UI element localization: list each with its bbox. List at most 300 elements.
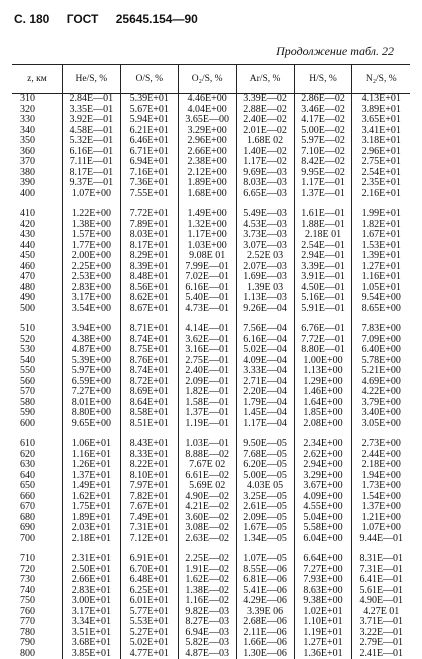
value-cell: 1.46E+00 bbox=[294, 387, 352, 398]
altitude-cell: 640 bbox=[12, 471, 62, 482]
value-cell: 1.17E+00 bbox=[178, 230, 236, 241]
value-cell: 5.91E—01 bbox=[294, 304, 352, 315]
value-cell: 5.41E—06 bbox=[236, 586, 294, 597]
value-cell: 3.22E—01 bbox=[352, 628, 410, 639]
altitude-cell: 540 bbox=[12, 356, 62, 367]
standard-number: 25645.154—90 bbox=[116, 12, 198, 26]
value-cell: 2.75E—01 bbox=[178, 356, 236, 367]
value-cell: 7.99E—01 bbox=[178, 262, 236, 273]
value-cell: 1.37E—01 bbox=[294, 189, 352, 200]
value-cell: 3.08E—02 bbox=[178, 523, 236, 534]
altitude-cell: 520 bbox=[12, 335, 62, 346]
altitude-cell: 390 bbox=[12, 178, 62, 189]
value-cell: 2.40E—02 bbox=[236, 115, 294, 126]
altitude-cell: 400 bbox=[12, 189, 62, 200]
value-cell: 1.39E+01 bbox=[352, 251, 410, 262]
table-row bbox=[12, 439, 410, 450]
value-cell: 8.88E—02 bbox=[178, 450, 236, 461]
value-cell: 1.03E+00 bbox=[178, 241, 236, 252]
value-cell: 8.80E+00 bbox=[62, 408, 120, 419]
value-cell: 3.60E—02 bbox=[178, 513, 236, 524]
table-row bbox=[12, 178, 410, 189]
value-cell: 3.85E+01 bbox=[62, 649, 120, 659]
altitude-cell: 410 bbox=[12, 209, 62, 220]
value-cell: 5.02E+01 bbox=[120, 638, 178, 649]
value-cell: 1.67E—05 bbox=[236, 523, 294, 534]
value-cell: 2.20E—04 bbox=[236, 387, 294, 398]
column-header: He/S, % bbox=[62, 65, 120, 94]
table-row bbox=[12, 115, 410, 126]
value-cell: 2.96E+00 bbox=[178, 136, 236, 147]
value-cell: 6.70E+01 bbox=[120, 565, 178, 576]
altitude-cell: 710 bbox=[12, 554, 62, 565]
value-cell: 7.72E+01 bbox=[120, 209, 178, 220]
value-cell: 2.16E+01 bbox=[352, 189, 410, 200]
altitude-cell: 790 bbox=[12, 638, 62, 649]
value-cell: 8.17E+01 bbox=[120, 241, 178, 252]
value-cell: 6.01E+01 bbox=[120, 596, 178, 607]
value-cell: 8.22E+01 bbox=[120, 460, 178, 471]
value-cell: 1.69E—03 bbox=[236, 272, 294, 283]
value-cell: 3.68E+01 bbox=[62, 638, 120, 649]
value-cell: 3.92E—01 bbox=[62, 115, 120, 126]
value-cell: 1.17E—04 bbox=[236, 419, 294, 430]
value-cell: 5.39E+01 bbox=[120, 94, 178, 105]
value-cell: 3.39E—02 bbox=[236, 94, 294, 105]
value-cell: 8.63E+00 bbox=[294, 586, 352, 597]
value-cell: 5.67E+01 bbox=[120, 105, 178, 116]
page-header bbox=[14, 12, 408, 28]
value-cell: 1.49E+00 bbox=[178, 209, 236, 220]
value-cell: 4.69E+00 bbox=[352, 377, 410, 388]
value-cell: 3.89E+01 bbox=[352, 105, 410, 116]
table-row bbox=[12, 366, 410, 377]
value-cell: 2.79E—01 bbox=[352, 638, 410, 649]
value-cell: 5.02E—04 bbox=[236, 345, 294, 356]
altitude-cell: 550 bbox=[12, 366, 62, 377]
value-cell: 5.00E—05 bbox=[236, 471, 294, 482]
value-cell: 2.88E—02 bbox=[236, 105, 294, 116]
value-cell: 8.39E+01 bbox=[120, 262, 178, 273]
altitude-cell: 590 bbox=[12, 408, 62, 419]
value-cell: 2.68E—06 bbox=[236, 617, 294, 628]
value-cell: 3.91E—01 bbox=[294, 272, 352, 283]
table-row bbox=[12, 230, 410, 241]
table-row bbox=[12, 304, 410, 315]
value-cell: 6.25E+01 bbox=[120, 586, 178, 597]
value-cell: 1.62E—02 bbox=[178, 575, 236, 586]
value-cell: 1.00E+00 bbox=[294, 356, 352, 367]
value-cell: 3.25E—05 bbox=[236, 492, 294, 503]
value-cell: 6.76E—01 bbox=[294, 324, 352, 335]
value-cell: 5.39E+00 bbox=[62, 356, 120, 367]
value-cell: 7.27E+00 bbox=[62, 387, 120, 398]
value-cell: 1.16E+01 bbox=[62, 450, 120, 461]
altitude-cell: 430 bbox=[12, 230, 62, 241]
value-cell: 2.52E 03 bbox=[236, 251, 294, 262]
value-cell: 2.66E+00 bbox=[178, 147, 236, 158]
value-cell: 4.38E+00 bbox=[62, 335, 120, 346]
value-cell: 1.10E+01 bbox=[294, 617, 352, 628]
value-cell: 5.61E—01 bbox=[352, 586, 410, 597]
altitude-cell: 480 bbox=[12, 283, 62, 294]
value-cell: 7.10E—02 bbox=[294, 147, 352, 158]
table-row bbox=[12, 136, 410, 147]
altitude-cell: 340 bbox=[12, 126, 62, 137]
altitude-cell: 420 bbox=[12, 220, 62, 231]
value-cell: 3.51E+01 bbox=[62, 628, 120, 639]
table-row bbox=[12, 408, 410, 419]
value-cell: 3.71E—01 bbox=[352, 617, 410, 628]
value-cell: 3.79E+00 bbox=[352, 398, 410, 409]
value-cell: 1.79E—04 bbox=[236, 398, 294, 409]
value-cell: 2.71E—04 bbox=[236, 377, 294, 388]
value-cell: 3.33E—04 bbox=[236, 366, 294, 377]
value-cell: 6.64E+00 bbox=[294, 554, 352, 565]
value-cell: 3.29E+00 bbox=[178, 126, 236, 137]
value-cell: 2.18E 01 bbox=[294, 230, 352, 241]
table-continuation-caption: Продолжение табл. 22 bbox=[276, 44, 394, 59]
value-cell: 8.69E+01 bbox=[120, 387, 178, 398]
value-cell: 1.22E+00 bbox=[62, 209, 120, 220]
value-cell: 3.41E+01 bbox=[352, 126, 410, 137]
value-cell: 6.65E—03 bbox=[236, 189, 294, 200]
altitude-cell: 320 bbox=[12, 105, 62, 116]
value-cell: 6.16E—01 bbox=[62, 147, 120, 158]
value-cell: 9.54E+00 bbox=[352, 293, 410, 304]
value-cell: 6.61E—02 bbox=[178, 471, 236, 482]
value-cell: 7.02E—01 bbox=[178, 272, 236, 283]
table-row bbox=[12, 596, 410, 607]
value-cell: 2.96E+01 bbox=[352, 147, 410, 158]
value-cell: 7.31E—01 bbox=[352, 565, 410, 576]
value-cell: 1.37E+00 bbox=[352, 502, 410, 513]
value-cell: 2.54E—01 bbox=[294, 241, 352, 252]
table-row bbox=[12, 94, 410, 105]
value-cell: 7.36E+01 bbox=[120, 178, 178, 189]
value-cell: 1.02E+01 bbox=[294, 607, 352, 618]
value-cell: 6.48E+01 bbox=[120, 575, 178, 586]
altitude-cell: 800 bbox=[12, 649, 62, 659]
value-cell: 7.72E—01 bbox=[294, 335, 352, 346]
value-cell: 1.13E+00 bbox=[294, 366, 352, 377]
table-row bbox=[12, 502, 410, 513]
table-row bbox=[12, 157, 410, 168]
value-cell: 2.66E+01 bbox=[62, 575, 120, 586]
value-cell: 1.85E+00 bbox=[294, 408, 352, 419]
altitude-cell: 580 bbox=[12, 398, 62, 409]
value-cell: 4.14E—01 bbox=[178, 324, 236, 335]
value-cell: 1.38E—02 bbox=[178, 586, 236, 597]
value-cell: 3.62E—01 bbox=[178, 335, 236, 346]
column-header: H/S, % bbox=[294, 65, 352, 94]
value-cell: 1.21E+00 bbox=[352, 513, 410, 524]
value-cell: 4.87E—03 bbox=[178, 649, 236, 659]
column-header: O₂/S, % bbox=[178, 65, 236, 94]
value-cell: 3.67E+00 bbox=[294, 481, 352, 492]
value-cell: 2.86E—02 bbox=[294, 94, 352, 105]
table-row bbox=[12, 481, 410, 492]
value-cell: 8.51E+01 bbox=[120, 419, 178, 430]
value-cell: 5.69E 02 bbox=[178, 481, 236, 492]
value-cell: 4.22E+00 bbox=[352, 387, 410, 398]
value-cell: 6.59E+00 bbox=[62, 377, 120, 388]
value-cell: 8.17E—01 bbox=[62, 168, 120, 179]
value-cell: 4.77E+01 bbox=[120, 649, 178, 659]
value-cell: 9.69E—03 bbox=[236, 168, 294, 179]
value-cell: 5.04E+00 bbox=[294, 513, 352, 524]
value-cell: 5.94E+01 bbox=[120, 115, 178, 126]
value-cell: 1.38E+00 bbox=[62, 220, 120, 231]
value-cell: 8.64E+01 bbox=[120, 398, 178, 409]
altitude-cell: 350 bbox=[12, 136, 62, 147]
table-row bbox=[12, 189, 410, 200]
value-cell: 1.68E+00 bbox=[178, 189, 236, 200]
value-cell: 3.39E 06 bbox=[236, 607, 294, 618]
altitude-cell: 310 bbox=[12, 94, 62, 105]
value-cell: 3.16E—01 bbox=[178, 345, 236, 356]
value-cell: 5.77E+01 bbox=[120, 607, 178, 618]
altitude-cell: 600 bbox=[12, 419, 62, 430]
value-cell: 8.62E+01 bbox=[120, 293, 178, 304]
value-cell: 6.94E+01 bbox=[120, 157, 178, 168]
value-cell: 4.17E—02 bbox=[294, 115, 352, 126]
altitude-cell: 510 bbox=[12, 324, 62, 335]
altitude-cell: 700 bbox=[12, 534, 62, 545]
value-cell: 7.12E+01 bbox=[120, 534, 178, 545]
value-cell: 1.07E+00 bbox=[352, 523, 410, 534]
value-cell: 4.73E—01 bbox=[178, 304, 236, 315]
value-cell: 3.18E+01 bbox=[352, 136, 410, 147]
value-cell: 8.03E—03 bbox=[236, 178, 294, 189]
altitude-cell: 330 bbox=[12, 115, 62, 126]
value-cell: 2.84E—01 bbox=[62, 94, 120, 105]
value-cell: 1.40E—02 bbox=[236, 147, 294, 158]
value-cell: 2.61E—05 bbox=[236, 502, 294, 513]
altitude-cell: 560 bbox=[12, 377, 62, 388]
value-cell: 1.82E+01 bbox=[352, 220, 410, 231]
value-cell: 7.67E+01 bbox=[120, 502, 178, 513]
table-row bbox=[12, 324, 410, 335]
table-row bbox=[12, 345, 410, 356]
value-cell: 1.16E+01 bbox=[352, 272, 410, 283]
table-row bbox=[12, 419, 410, 430]
page-number: С. 180 bbox=[14, 12, 49, 26]
value-cell: 1.05E+01 bbox=[352, 283, 410, 294]
value-cell: 2.03E+01 bbox=[62, 523, 120, 534]
value-cell: 1.89E+01 bbox=[62, 513, 120, 524]
value-cell: 8.29E+01 bbox=[120, 251, 178, 262]
standard-label: ГОСТ bbox=[67, 12, 99, 26]
altitude-cell: 450 bbox=[12, 251, 62, 262]
value-cell: 6.71E+01 bbox=[120, 147, 178, 158]
table-row bbox=[12, 251, 410, 262]
value-cell: 4.90E—02 bbox=[178, 492, 236, 503]
column-header: Ar/S, % bbox=[236, 65, 294, 94]
value-cell: 4.58E—01 bbox=[62, 126, 120, 137]
value-cell: 2.18E+00 bbox=[352, 460, 410, 471]
value-cell: 2.83E+00 bbox=[62, 283, 120, 294]
value-cell: 8.31E—01 bbox=[352, 554, 410, 565]
value-cell: 8.80E—01 bbox=[294, 345, 352, 356]
value-cell: 6.94E—03 bbox=[178, 628, 236, 639]
value-cell: 2.62E+00 bbox=[294, 450, 352, 461]
table-row bbox=[12, 523, 410, 534]
value-cell: 4.13E+01 bbox=[352, 94, 410, 105]
value-cell: 2.09E—05 bbox=[236, 513, 294, 524]
value-cell: 6.40E+00 bbox=[352, 345, 410, 356]
altitude-cell: 740 bbox=[12, 586, 62, 597]
value-cell: 5.82E—03 bbox=[178, 638, 236, 649]
value-cell: 8.58E+01 bbox=[120, 408, 178, 419]
value-cell: 9.65E+00 bbox=[62, 419, 120, 430]
value-cell: 8.27E—03 bbox=[178, 617, 236, 628]
value-cell: 2.40E—01 bbox=[178, 366, 236, 377]
value-cell: 4.09E—04 bbox=[236, 356, 294, 367]
value-cell: 6.46E+01 bbox=[120, 136, 178, 147]
value-cell: 1.13E—03 bbox=[236, 293, 294, 304]
value-cell: 8.03E+01 bbox=[120, 230, 178, 241]
value-cell: 8.48E+01 bbox=[120, 272, 178, 283]
value-cell: 8.74E+01 bbox=[120, 366, 178, 377]
table-row bbox=[12, 387, 410, 398]
value-cell: 4.50E—01 bbox=[294, 283, 352, 294]
value-cell: 1.39E 03 bbox=[236, 283, 294, 294]
table-row bbox=[12, 209, 410, 220]
value-cell: 7.68E—05 bbox=[236, 450, 294, 461]
altitude-cell: 370 bbox=[12, 157, 62, 168]
value-cell: 2.35E+01 bbox=[352, 178, 410, 189]
value-cell: 5.53E+01 bbox=[120, 617, 178, 628]
value-cell: 1.73E+00 bbox=[352, 481, 410, 492]
value-cell: 3.05E+00 bbox=[352, 419, 410, 430]
table-row bbox=[12, 575, 410, 586]
value-cell: 2.94E+00 bbox=[294, 460, 352, 471]
value-cell: 2.75E+01 bbox=[352, 157, 410, 168]
column-header: z, км bbox=[12, 65, 62, 94]
value-cell: 4.55E+00 bbox=[294, 502, 352, 513]
value-cell: 2.38E+00 bbox=[178, 157, 236, 168]
value-cell: 1.36E+01 bbox=[294, 649, 352, 659]
value-cell: 8.43E+01 bbox=[120, 439, 178, 450]
altitude-cell: 670 bbox=[12, 502, 62, 513]
value-cell: 1.32E+00 bbox=[178, 220, 236, 231]
altitude-cell: 610 bbox=[12, 439, 62, 450]
value-cell: 2.73E+00 bbox=[352, 439, 410, 450]
value-cell: 7.16E+01 bbox=[120, 168, 178, 179]
value-cell: 2.53E+00 bbox=[62, 272, 120, 283]
value-cell: 2.01E—02 bbox=[236, 126, 294, 137]
value-cell: 4.03E 05 bbox=[236, 481, 294, 492]
altitude-cell: 460 bbox=[12, 262, 62, 273]
altitude-cell: 650 bbox=[12, 481, 62, 492]
value-cell: 2.25E+00 bbox=[62, 262, 120, 273]
altitude-cell: 780 bbox=[12, 628, 62, 639]
value-cell: 8.10E+01 bbox=[120, 471, 178, 482]
value-cell: 1.82E—01 bbox=[178, 387, 236, 398]
value-cell: 1.19E+01 bbox=[294, 628, 352, 639]
altitude-cell: 500 bbox=[12, 304, 62, 315]
altitude-cell: 440 bbox=[12, 241, 62, 252]
value-cell: 6.41E—01 bbox=[352, 575, 410, 586]
value-cell: 1.17E—02 bbox=[236, 157, 294, 168]
value-cell: 3.29E+00 bbox=[294, 471, 352, 482]
table-header-row bbox=[12, 65, 410, 94]
altitude-cell: 760 bbox=[12, 607, 62, 618]
altitude-cell: 750 bbox=[12, 596, 62, 607]
value-cell: 8.42E—02 bbox=[294, 157, 352, 168]
atmosphere-composition-table bbox=[12, 64, 410, 659]
value-cell: 6.21E+01 bbox=[120, 126, 178, 137]
value-cell: 6.16E—04 bbox=[236, 335, 294, 346]
value-cell: 1.53E+01 bbox=[352, 241, 410, 252]
value-cell: 5.16E—01 bbox=[294, 293, 352, 304]
value-cell: 7.56E—04 bbox=[236, 324, 294, 335]
value-cell: 1.03E—01 bbox=[178, 439, 236, 450]
value-cell: 1.99E+01 bbox=[352, 209, 410, 220]
value-cell: 9.38E+00 bbox=[294, 596, 352, 607]
value-cell: 9.95E—02 bbox=[294, 168, 352, 179]
value-cell: 8.74E+01 bbox=[120, 335, 178, 346]
value-cell: 4.29E—06 bbox=[236, 596, 294, 607]
value-cell: 4.27E 01 bbox=[352, 607, 410, 618]
value-cell: 1.54E+00 bbox=[352, 492, 410, 503]
value-cell: 5.27E+01 bbox=[120, 628, 178, 639]
value-cell: 1.62E+01 bbox=[62, 492, 120, 503]
value-cell: 5.97E+00 bbox=[62, 366, 120, 377]
altitude-cell: 690 bbox=[12, 523, 62, 534]
value-cell: 7.55E+01 bbox=[120, 189, 178, 200]
value-cell: 4.90E—01 bbox=[352, 596, 410, 607]
altitude-cell: 530 bbox=[12, 345, 62, 356]
value-cell: 6.81E—06 bbox=[236, 575, 294, 586]
value-cell: 7.93E+00 bbox=[294, 575, 352, 586]
value-cell: 2.31E+01 bbox=[62, 554, 120, 565]
value-cell: 5.58E+00 bbox=[294, 523, 352, 534]
value-cell: 3.34E+01 bbox=[62, 617, 120, 628]
value-cell: 3.46E—02 bbox=[294, 105, 352, 116]
value-cell: 1.88E—01 bbox=[294, 220, 352, 231]
value-cell: 2.11E—06 bbox=[236, 628, 294, 639]
value-cell: 3.35E—01 bbox=[62, 105, 120, 116]
value-cell: 2.00E+00 bbox=[62, 251, 120, 262]
value-cell: 2.94E—01 bbox=[294, 251, 352, 262]
value-cell: 2.44E+00 bbox=[352, 450, 410, 461]
value-cell: 1.17E—01 bbox=[294, 178, 352, 189]
value-cell: 1.07E—05 bbox=[236, 554, 294, 565]
value-cell: 7.31E+01 bbox=[120, 523, 178, 534]
value-cell: 2.54E+01 bbox=[352, 168, 410, 179]
table-row bbox=[12, 272, 410, 283]
value-cell: 1.67E+01 bbox=[352, 230, 410, 241]
value-cell: 1.34E—05 bbox=[236, 534, 294, 545]
value-cell: 3.40E+00 bbox=[352, 408, 410, 419]
value-cell: 1.61E—01 bbox=[294, 209, 352, 220]
value-cell: 3.94E+00 bbox=[62, 324, 120, 335]
altitude-cell: 380 bbox=[12, 168, 62, 179]
altitude-cell: 470 bbox=[12, 272, 62, 283]
value-cell: 8.75E+01 bbox=[120, 345, 178, 356]
value-cell: 2.12E+00 bbox=[178, 168, 236, 179]
column-header: O/S, % bbox=[120, 65, 178, 94]
value-cell: 7.11E—01 bbox=[62, 157, 120, 168]
table-row bbox=[12, 554, 410, 565]
value-cell: 8.67E+01 bbox=[120, 304, 178, 315]
value-cell: 8.76E+01 bbox=[120, 356, 178, 367]
value-cell: 1.06E+01 bbox=[62, 439, 120, 450]
altitude-cell: 630 bbox=[12, 460, 62, 471]
value-cell: 1.27E+01 bbox=[352, 262, 410, 273]
